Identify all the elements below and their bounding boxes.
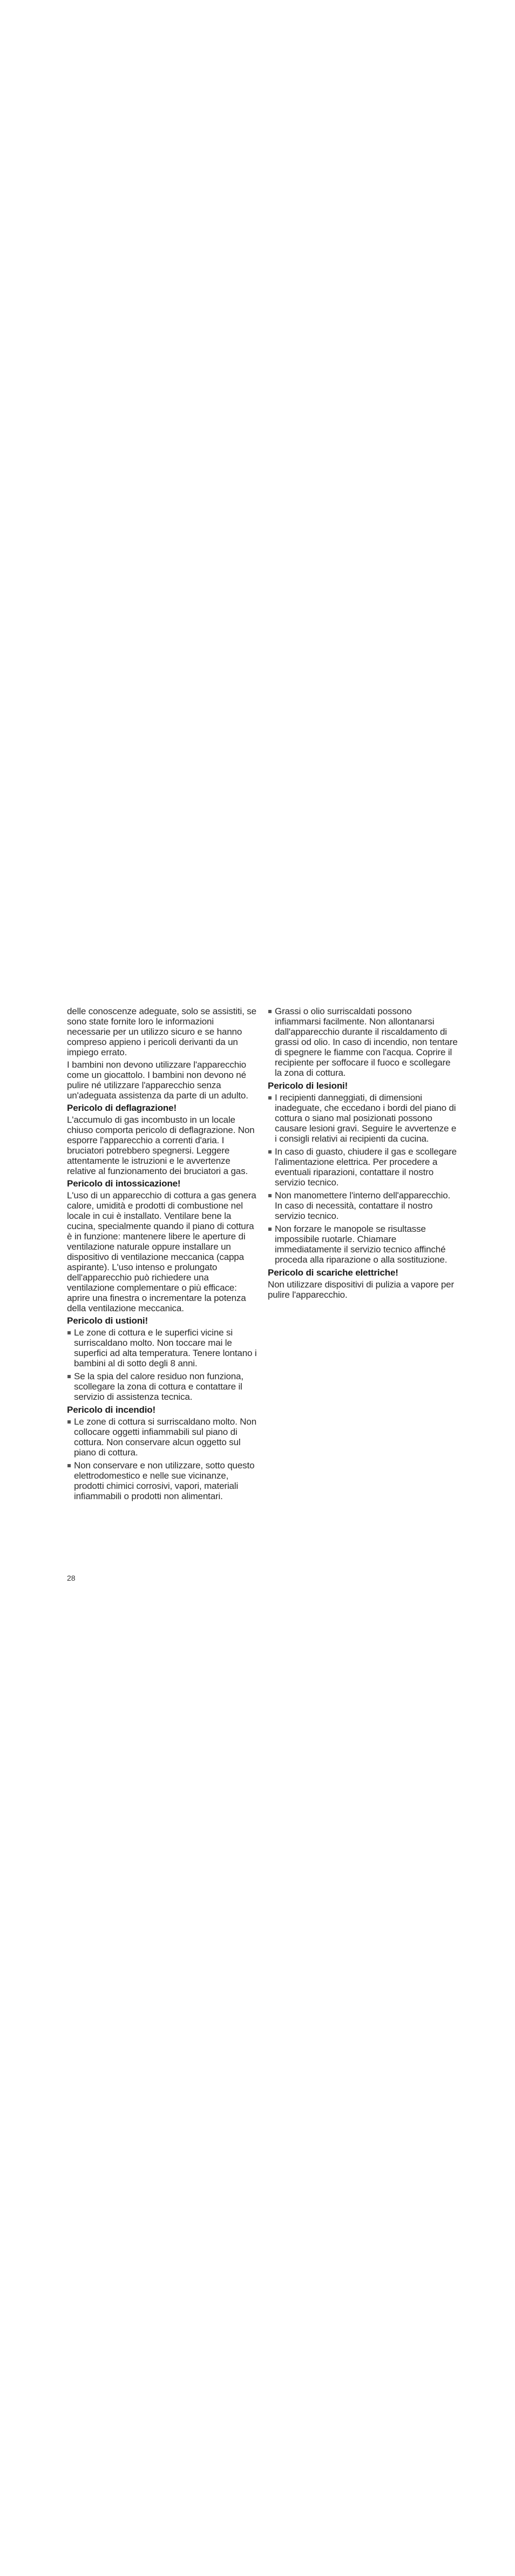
heading-injury: Pericolo di lesioni! — [268, 1081, 348, 1091]
heading-burns: Pericolo di ustioni! — [67, 1316, 148, 1326]
right-column — [268, 1006, 459, 1302]
children-paragraph: I bambini non devono utilizzare l'apparecchio come un giocattolo. I bambini non devono né pulire né utilizzare l'apparecchio senza un'adeguata assistenza da parte di un adulto. — [67, 1060, 248, 1101]
list-item: Le zone di cottura e le superfici vicine si surriscaldano molto. Non toccare mai le superfici ad alta temperatura. Tenere lontano i bambini al di sotto degli 8 anni. — [67, 1327, 258, 1368]
heading-electric-shock: Pericolo di scariche elettriche! — [268, 1267, 398, 1278]
burns-list — [67, 1327, 258, 1402]
heading-fire: Pericolo di incendio! — [67, 1405, 156, 1415]
list-item: Non conservare e non utilizzare, sotto questo elettrodomestico e nelle sue vicinanze, prodotti chimici corrosivi, vapori, materiali infiammabili o prodotti non alimentari. — [67, 1460, 258, 1501]
heading-intoxication: Pericolo di intossicazione! — [67, 1178, 181, 1189]
intoxication-paragraph: L'uso di un apparecchio di cottura a gas genera calore, umidità e prodotti di combustione nel locale in cui è installato. Ventilare bene la cucina, specialmente quando il piano di cottura è in funzione: mantenere libere le aperture di ventilazione naturale oppure installare un dispositivo di ventilazione meccanica (cappa aspirante). L'uso intenso e prolungato dell'apparecchio può richiedere una ventilazione complementare o più efficace: aprire una finestra o incrementare la potenza della ventilazione meccanica. — [67, 1190, 256, 1313]
page-number: 28 — [67, 1574, 76, 1582]
deflagration-paragraph: L'accumulo di gas incombusto in un locale chiuso comporta pericolo di deflagrazione. Non esporre l'apparecchio a correnti d'aria. I bruciatori potrebbero spegnersi. Leggere attentamente le istruzioni e le avvertenze relative al funzionamento dei bruciatori a gas. — [67, 1115, 255, 1176]
heading-deflagration: Pericolo di deflagrazione! — [67, 1103, 177, 1113]
list-item: In caso di guasto, chiudere il gas e scollegare l'alimentazione elettrica. Per procedere a eventuali riparazioni, contattare il nostro servizio tecnico. — [268, 1147, 459, 1188]
left-column — [67, 1006, 258, 1504]
list-item: Grassi o olio surriscaldati possono infiammarsi facilmente. Non allontanarsi dall'apparecchio durante il riscaldamento di grassi od olio. In caso di incendio, non tentare di spegnere le fiamme con l'acqua. Coprire il recipiente per soffocare il fuoco e scollegare la zona di cottura. — [268, 1006, 459, 1078]
fire-list-continued — [268, 1006, 459, 1078]
fire-list — [67, 1417, 258, 1501]
intro-paragraph: delle conoscenze adeguate, solo se assistiti, se sono state fornite loro le informazioni necessarie per un utilizzo sicuro e se hanno compreso appieno i pericoli derivanti da un impiego errato. — [67, 1006, 256, 1057]
injury-list — [268, 1093, 459, 1265]
list-item: Le zone di cottura si surriscaldano molto. Non collocare oggetti infiammabili sul piano di cottura. Non conservare alcun oggetto sul piano di cottura. — [67, 1417, 258, 1458]
list-item: Non forzare le manopole se risultasse impossibile ruotarle. Chiamare immediatamente il servizio tecnico affinché proceda alla riparazione o alla sostituzione. — [268, 1224, 459, 1265]
list-item: I recipienti danneggiati, di dimensioni inadeguate, che eccedano i bordi del piano di cottura o siano mal posizionati possono causare lesioni gravi. Seguire le avvertenze e i consigli relativi ai recipienti da cucina. — [268, 1093, 459, 1144]
list-item: Se la spia del calore residuo non funziona, scollegare la zona di cottura e contattare il servizio di assistenza tecnica. — [67, 1371, 258, 1402]
list-item: Non manomettere l'interno dell'apparecchio. In caso di necessità, contattare il nostro servizio tecnico. — [268, 1190, 459, 1221]
electric-shock-paragraph: Non utilizzare dispositivi di pulizia a vapore per pulire l'apparecchio. — [268, 1279, 454, 1300]
